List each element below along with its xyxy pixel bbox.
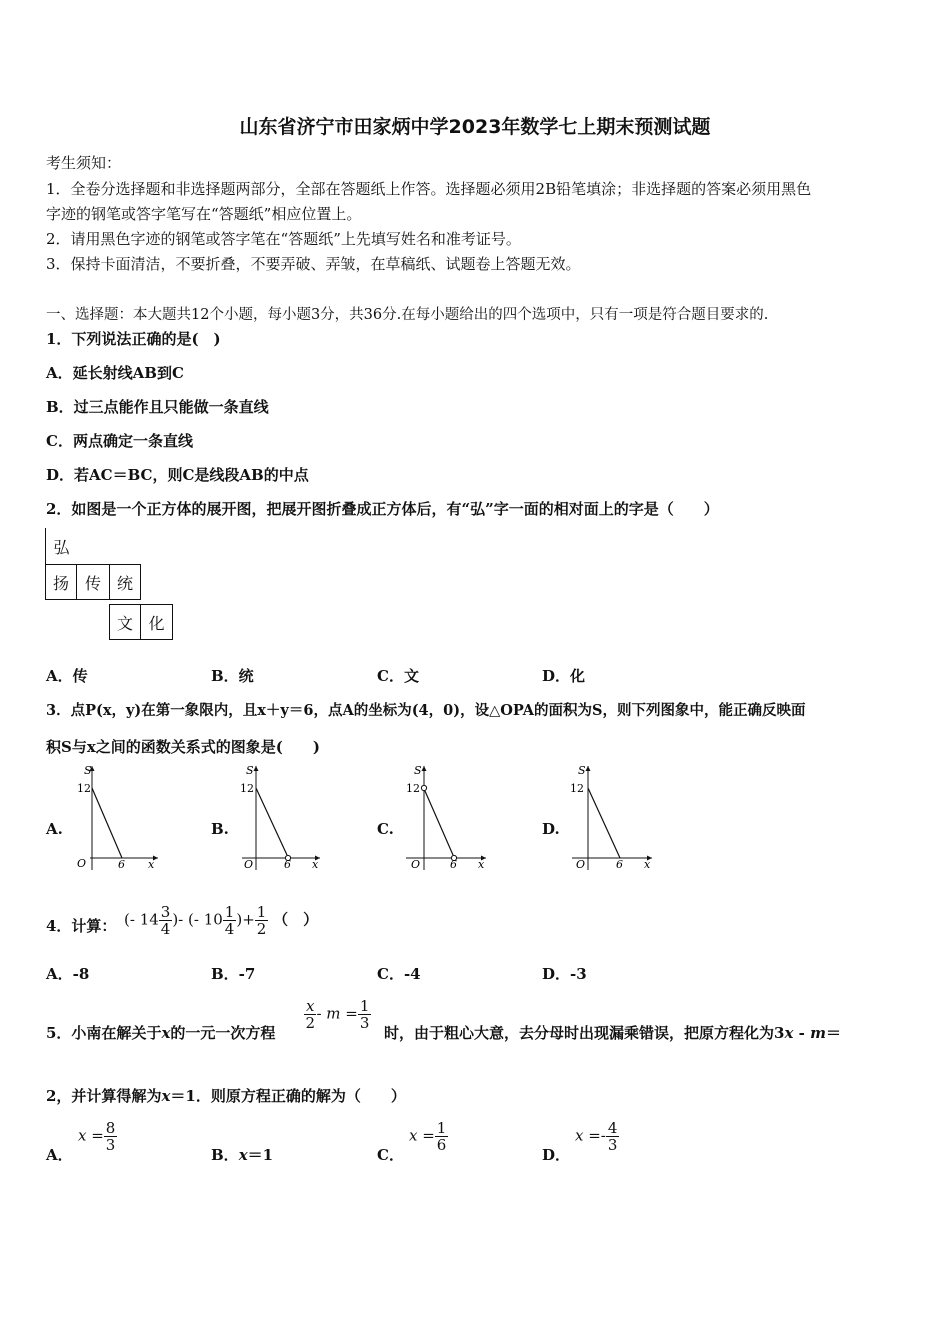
q4-expr-part: )- (- 10 bbox=[172, 910, 223, 929]
net-cell: 弘 bbox=[45, 528, 77, 564]
q5-var: x bbox=[238, 1146, 248, 1164]
q1-option-c: C．两点确定一条直线 bbox=[46, 432, 193, 450]
y-tick-label: 12 bbox=[240, 782, 254, 795]
q4-expression bbox=[124, 904, 318, 937]
net-cell: 化 bbox=[141, 604, 173, 640]
denominator: 4 bbox=[160, 920, 171, 938]
net-cell: 传 bbox=[77, 564, 109, 600]
notice-line: 2．请用黑色字迹的钢笔或答字笔在“答题纸”上先填写姓名和准考证号。 bbox=[46, 230, 521, 248]
denominator: 3 bbox=[607, 1136, 618, 1154]
mixed-fraction bbox=[159, 904, 173, 937]
q5-option-d-label: D． bbox=[542, 1146, 571, 1164]
q4-option-a: A．-8 bbox=[46, 965, 90, 983]
denominator: 3 bbox=[359, 1014, 370, 1032]
fraction bbox=[606, 1120, 620, 1153]
option-text: ＝1 bbox=[247, 1146, 274, 1164]
net-cell: 扬 bbox=[45, 564, 77, 600]
q5-text: 时，由于粗心大意，去分母时出现漏乘错误，把原方程化为3 bbox=[384, 1024, 785, 1042]
q3-option-a: A. bbox=[46, 820, 63, 838]
question-5-stem bbox=[46, 1022, 275, 1043]
graph-line bbox=[256, 788, 287, 855]
net-cell: 统 bbox=[109, 564, 141, 600]
origin-label: O bbox=[77, 857, 87, 870]
q5-option-c-label: C． bbox=[377, 1146, 404, 1164]
notice-line: 3．保持卡面清洁，不要折叠，不要弄破、弄皱，在草稿纸、试题卷上答题无效。 bbox=[46, 255, 581, 273]
y-axis-label: S bbox=[84, 764, 92, 777]
q4-paren: （ ） bbox=[273, 910, 319, 929]
q3-option-d: D. bbox=[542, 820, 560, 838]
q5-text: 5．小南在解关于 bbox=[46, 1024, 162, 1042]
q5-option-a-label: A． bbox=[46, 1146, 73, 1164]
q2-option-a: A．传 bbox=[46, 667, 88, 685]
numerator: 4 bbox=[607, 1119, 618, 1137]
question-5-stem-cont bbox=[384, 1022, 841, 1043]
numerator: 3 bbox=[160, 903, 171, 921]
mixed-fraction bbox=[223, 904, 237, 937]
graph-line bbox=[425, 791, 453, 855]
y-axis-arrow bbox=[422, 766, 427, 771]
open-endpoint bbox=[421, 785, 426, 790]
q1-option-b: B．过三点能作且只能做一条直线 bbox=[46, 398, 269, 416]
graph-c bbox=[402, 762, 494, 870]
x-axis-label: x bbox=[312, 858, 319, 870]
question-3-stem-cont: 积S与x之间的函数关系式的图象是( ) bbox=[46, 738, 320, 756]
q4-option-b: B．-7 bbox=[211, 965, 256, 983]
numerator: x bbox=[306, 997, 315, 1015]
q5-option-a bbox=[78, 1120, 117, 1153]
graph-d bbox=[568, 762, 660, 870]
question-3-stem: 3．点P(x，y)在第一象限内，且x＋y＝6，点A的坐标为(4，0)，设△OPA的面积为S，则下列图象中，能正确反映面 bbox=[46, 702, 806, 719]
q3-option-b: B. bbox=[211, 820, 229, 838]
numerator: 8 bbox=[105, 1119, 116, 1137]
q5-equation bbox=[304, 998, 371, 1031]
denominator: 2 bbox=[305, 1014, 315, 1032]
option-lhs: x = bbox=[409, 1126, 435, 1145]
fraction bbox=[304, 998, 316, 1031]
x-tick-label: 6 bbox=[118, 858, 125, 870]
q5-var: x bbox=[161, 1024, 171, 1042]
notice-line: 字迹的钢笔或答字笔写在“答题纸”相应位置上。 bbox=[46, 205, 362, 223]
denominator: 6 bbox=[436, 1136, 447, 1154]
denominator: 3 bbox=[105, 1136, 116, 1154]
question-5-line2 bbox=[46, 1085, 406, 1106]
y-axis-label: S bbox=[246, 764, 254, 777]
q1-option-a: A．延长射线AB到C bbox=[46, 364, 184, 382]
q5-text: 的一元一次方程 bbox=[170, 1024, 276, 1042]
question-4-stem bbox=[46, 915, 116, 936]
y-axis-label: S bbox=[578, 764, 586, 777]
denominator: 2 bbox=[256, 920, 267, 938]
option-label: B． bbox=[211, 1146, 239, 1164]
origin-label: O bbox=[576, 858, 586, 870]
question-1-stem: 1．下列说法正确的是( ) bbox=[46, 330, 221, 348]
origin-label: O bbox=[411, 858, 421, 870]
q5-var: x bbox=[161, 1087, 171, 1105]
notice-line: 1．全卷分选择题和非选择题两部分，全部在答题纸上作答。选择题必须用2B铅笔填涂；非选择题的答案必须用黑色 bbox=[46, 180, 812, 198]
origin-label: O bbox=[244, 858, 254, 870]
q2-option-b: B．统 bbox=[211, 667, 254, 685]
q5-text: - bbox=[793, 1024, 811, 1042]
section-heading: 一、选择题：本大题共12个小题，每小题3分，共36分.在每小题给出的四个选项中，只有一项是符合题目要求的. bbox=[46, 307, 769, 323]
y-axis-label: S bbox=[414, 764, 422, 777]
q3-option-c: C. bbox=[377, 820, 394, 838]
graph-b bbox=[236, 762, 328, 870]
fraction bbox=[435, 1120, 449, 1153]
notice-heading: 考生须知： bbox=[46, 154, 122, 172]
q5-text: ＝1．则原方程正确的解为（ ） bbox=[170, 1087, 406, 1105]
q1-option-d: D．若AC＝BC，则C是线段AB的中点 bbox=[46, 466, 309, 484]
x-axis-label: x bbox=[644, 858, 651, 870]
graph-a bbox=[70, 762, 162, 870]
fraction bbox=[358, 998, 372, 1031]
y-axis-arrow bbox=[254, 766, 259, 771]
q4-expr-part: (- 14 bbox=[124, 910, 159, 929]
fraction bbox=[104, 1120, 118, 1153]
y-tick-label: 12 bbox=[406, 782, 420, 795]
question-2-stem: 2．如图是一个正方体的展开图，把展开图折叠成正方体后，有“弘”字一面的相对面上的字是（ ） bbox=[46, 500, 719, 518]
y-tick-label: 12 bbox=[77, 782, 91, 795]
y-tick-label: 12 bbox=[570, 782, 584, 795]
q4-prefix: 4．计算： bbox=[46, 917, 117, 935]
q5-text: ＝ bbox=[825, 1024, 841, 1042]
q2-option-d: D．化 bbox=[542, 667, 586, 685]
q5-eq-part: - m = bbox=[316, 1004, 358, 1023]
numerator: 1 bbox=[256, 903, 267, 921]
y-axis-arrow bbox=[586, 766, 591, 771]
numerator: 1 bbox=[224, 903, 235, 921]
q4-option-d: D．-3 bbox=[542, 965, 587, 983]
x-axis-label: x bbox=[148, 858, 155, 870]
x-tick-label: 6 bbox=[284, 858, 291, 870]
net-cell: 文 bbox=[109, 604, 141, 640]
x-tick-label: 6 bbox=[616, 858, 623, 870]
x-axis-label: x bbox=[478, 858, 485, 870]
q5-option-d bbox=[575, 1120, 619, 1153]
option-lhs: x = bbox=[78, 1126, 104, 1145]
numerator: 1 bbox=[436, 1119, 447, 1137]
q4-expr-part: )+ bbox=[236, 910, 255, 929]
option-lhs: x =- bbox=[575, 1126, 606, 1145]
q5-text: 2，并计算得解为 bbox=[46, 1087, 162, 1105]
fraction bbox=[255, 904, 269, 937]
q4-option-c: C．-4 bbox=[377, 965, 421, 983]
x-tick-label: 6 bbox=[450, 858, 457, 870]
q5-var: m bbox=[810, 1024, 826, 1042]
page-title: 山东省济宁市田家炳中学2023年数学七上期末预测试题 bbox=[239, 116, 711, 138]
q5-option-c bbox=[409, 1120, 448, 1153]
graph-line bbox=[92, 788, 122, 858]
denominator: 4 bbox=[224, 920, 235, 938]
q2-option-c: C．文 bbox=[377, 667, 419, 685]
q5-var: x bbox=[784, 1024, 794, 1042]
numerator: 1 bbox=[359, 997, 370, 1015]
graph-line bbox=[588, 788, 620, 858]
q5-option-b bbox=[211, 1144, 273, 1165]
